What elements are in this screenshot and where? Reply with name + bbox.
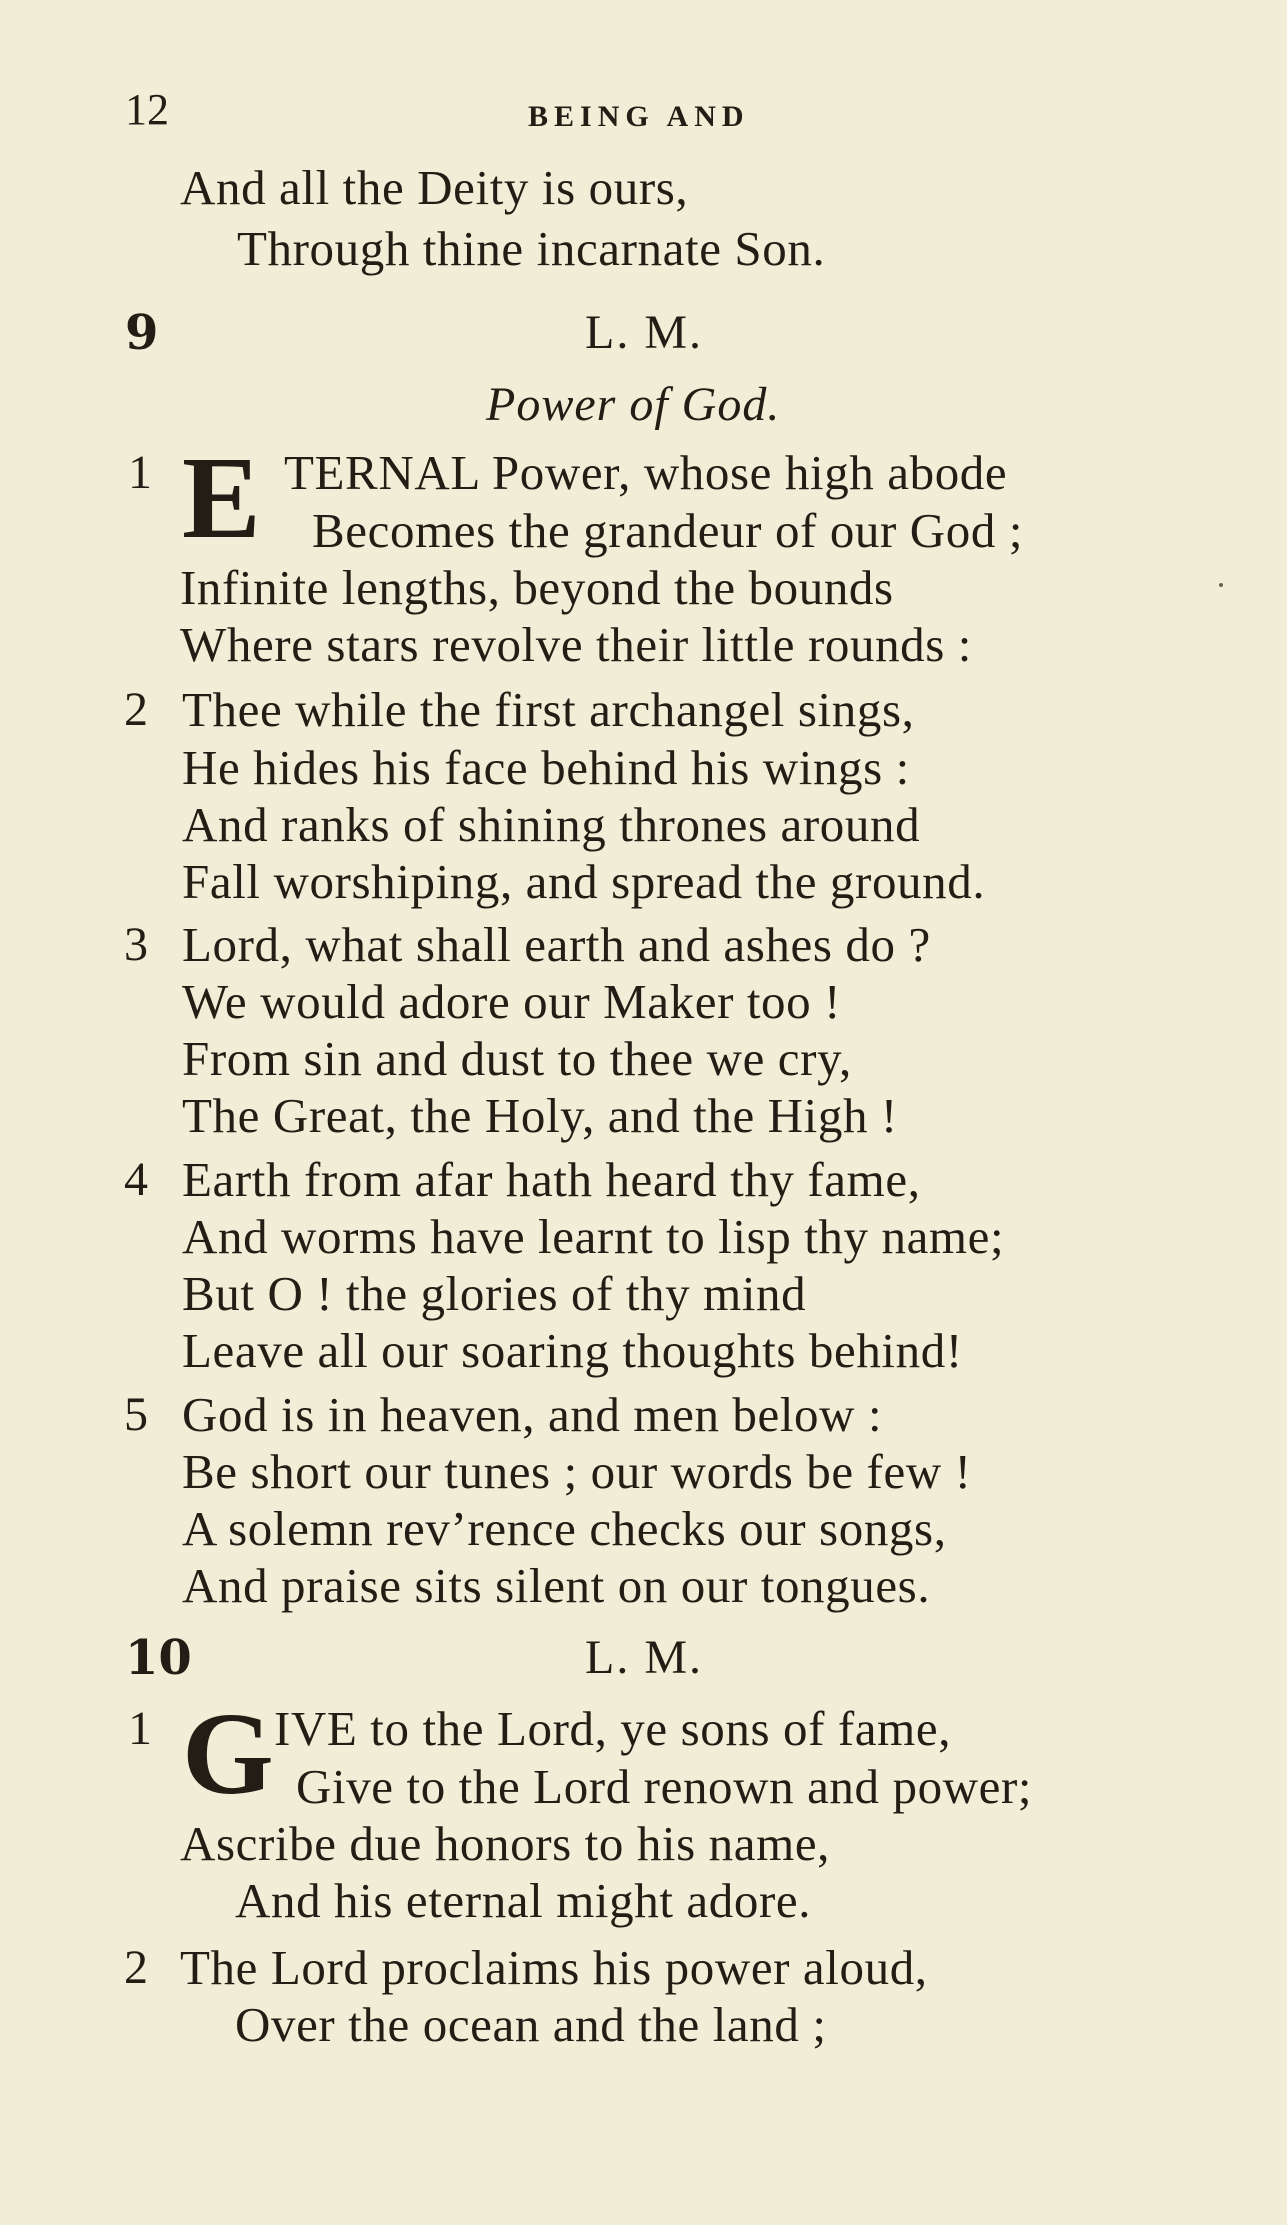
hymn-9-stanza-5-line-2: Be short our tunes ; our words be few ! bbox=[182, 1444, 972, 1499]
hymn-9-stanza-1-line-1: TERNAL Power, whose high abode bbox=[284, 445, 1008, 500]
hymn-10-stanza-1-line-3: Ascribe due honors to his name, bbox=[180, 1816, 831, 1871]
hymn-9-dropcap: E bbox=[182, 432, 261, 563]
hymn-10-stanza-1-line-2: Give to the Lord renown and power; bbox=[296, 1759, 1033, 1814]
hymn-10-meter: L. M. bbox=[585, 1631, 703, 1684]
running-title: BEING AND bbox=[528, 100, 750, 133]
hymn-10-stanza-1-line-1: IVE to the Lord, ye sons of fame, bbox=[274, 1701, 952, 1756]
hymn-9-stanza-3-line-2: We would adore our Maker too ! bbox=[182, 974, 842, 1029]
hymn-9-title: Power of God. bbox=[486, 378, 781, 431]
hymn-9-stanza-1-line-4: Where stars revolve their little rounds : bbox=[180, 617, 973, 672]
hymn-9-stanza-3-number: 3 bbox=[124, 918, 148, 971]
hymn-9-stanza-1-line-3: Infinite lengths, beyond the bounds bbox=[180, 560, 894, 615]
hymn-9-stanza-2-number: 2 bbox=[124, 683, 148, 736]
hymn-9-stanza-4-line-2: And worms have learnt to lisp thy name; bbox=[182, 1209, 1005, 1264]
hymn-9-stanza-5-line-3: A solemn rev’rence checks our songs, bbox=[182, 1501, 947, 1556]
hymn-9-stanza-4-number: 4 bbox=[124, 1153, 148, 1206]
hymn-9-stanza-1-line-2: Becomes the grandeur of our God ; bbox=[312, 503, 1024, 558]
page-number: 12 bbox=[125, 85, 169, 134]
hymn-9-meter: L. M. bbox=[585, 306, 703, 359]
hymn-10-stanza-2-line-1: The Lord proclaims his power aloud, bbox=[180, 1940, 928, 1995]
hymn-10-stanza-1-number: 1 bbox=[128, 1702, 152, 1755]
hymn-9-stanza-4-line-1: Earth from afar hath heard thy fame, bbox=[182, 1152, 921, 1207]
hymn-9-stanza-5-line-1: God is in heaven, and men below : bbox=[182, 1387, 883, 1442]
hymn-9-stanza-1-number: 1 bbox=[128, 446, 152, 499]
hymn-10-number: 10 bbox=[125, 1630, 192, 1686]
hymn-9-number: 9 bbox=[125, 305, 159, 361]
hymn-9-stanza-4-line-4: Leave all our soaring thoughts behind! bbox=[182, 1323, 963, 1378]
carryover-line-2: Through thine incarnate Son. bbox=[237, 221, 826, 276]
hymn-9-stanza-3-line-3: From sin and dust to thee we cry, bbox=[182, 1031, 852, 1086]
margin-speck bbox=[1219, 583, 1223, 587]
hymn-10-stanza-2-line-2: Over the ocean and the land ; bbox=[235, 1997, 827, 2052]
hymn-9-stanza-2-line-1: Thee while the first archangel sings, bbox=[182, 682, 915, 737]
hymn-9-stanza-2-line-3: And ranks of shining thrones around bbox=[182, 797, 921, 852]
hymn-9-stanza-3-line-4: The Great, the Holy, and the High ! bbox=[182, 1088, 898, 1143]
hymn-10-dropcap: G bbox=[182, 1688, 274, 1819]
hymn-9-stanza-3-line-1: Lord, what shall earth and ashes do ? bbox=[182, 917, 931, 972]
hymn-10-stanza-2-number: 2 bbox=[124, 1941, 148, 1994]
hymn-9-stanza-2-line-4: Fall worshiping, and spread the ground. bbox=[182, 854, 986, 909]
hymn-9-stanza-5-number: 5 bbox=[124, 1388, 148, 1441]
hymn-9-stanza-2-line-2: He hides his face behind his wings : bbox=[182, 740, 910, 795]
hymn-10-stanza-1-line-4: And his eternal might adore. bbox=[235, 1873, 812, 1928]
hymn-9-stanza-5-line-4: And praise sits silent on our tongues. bbox=[182, 1558, 931, 1613]
carryover-line-1: And all the Deity is ours, bbox=[180, 160, 689, 215]
hymn-9-stanza-4-line-3: But O ! the glories of thy mind bbox=[182, 1266, 807, 1321]
